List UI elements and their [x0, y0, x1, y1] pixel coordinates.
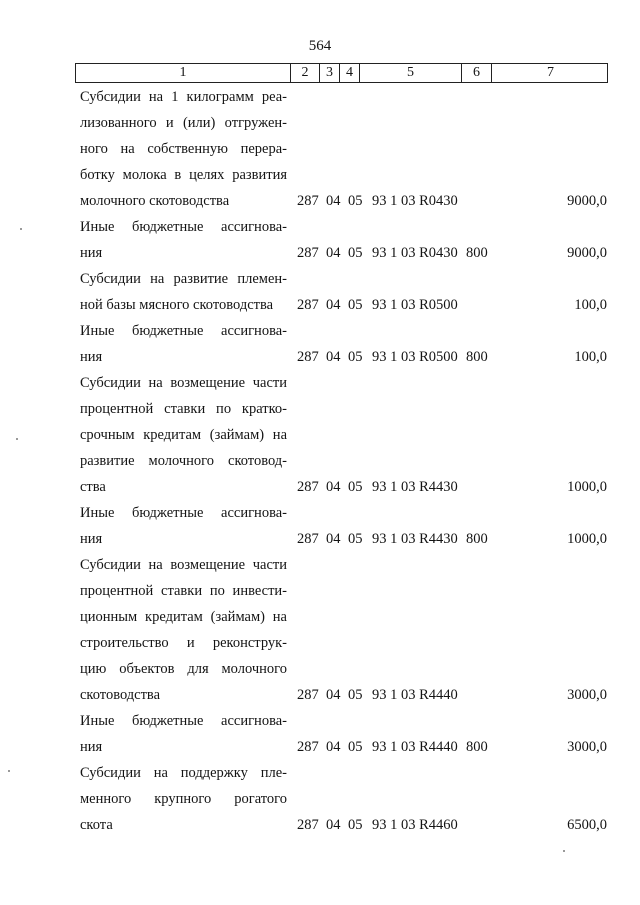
- subsection-code: 05: [348, 349, 363, 365]
- row-description: [80, 266, 287, 318]
- amount-value: 3000,0: [567, 687, 607, 703]
- header-col-2: 2: [291, 64, 320, 82]
- page-number: 564: [308, 38, 332, 54]
- subsection-code: 05: [348, 687, 363, 703]
- target-code: 93 1 03 R0430: [372, 193, 458, 209]
- section-code: 04: [326, 817, 341, 833]
- target-code: 93 1 03 R4440: [372, 739, 458, 755]
- section-code: 04: [326, 687, 341, 703]
- row-description: [80, 84, 287, 214]
- description-line: ботку молока в целях развития: [80, 167, 287, 183]
- table-row: [0, 266, 640, 318]
- description-line: процентной ставки по кратко-: [80, 401, 287, 417]
- header-col-1: 1: [76, 64, 291, 82]
- description-line: строительство и реконструк-: [80, 635, 287, 651]
- ministry-code: 287: [297, 687, 319, 703]
- subsection-code: 05: [348, 297, 363, 313]
- description-line: Субсидии на 1 килограмм реа-: [80, 89, 287, 105]
- description-line: ния: [80, 245, 103, 261]
- description-line: ния: [80, 531, 103, 547]
- description-line: скотоводства: [80, 687, 161, 703]
- table-row: [0, 500, 640, 552]
- target-code: 93 1 03 R4460: [372, 817, 458, 833]
- expense-type: [466, 188, 496, 214]
- expense-type: [466, 292, 496, 318]
- table-row: [0, 318, 640, 370]
- section-code: 04: [326, 531, 341, 547]
- table-row: [0, 552, 640, 708]
- expense-type: 800: [466, 245, 488, 261]
- amount-value: 1000,0: [567, 531, 607, 547]
- row-description: [80, 370, 287, 500]
- table-row: [0, 214, 640, 266]
- description-line: цию объектов для молочного: [80, 661, 287, 677]
- amount-value: 100,0: [574, 349, 607, 365]
- ministry-code: 287: [297, 479, 319, 495]
- amount-value: 100,0: [574, 297, 607, 313]
- ministry-code: 287: [297, 349, 319, 365]
- description-line: Субсидии на развитие племен-: [80, 271, 287, 287]
- header-col-5: 5: [360, 64, 462, 82]
- ministry-code: 287: [297, 245, 319, 261]
- subsection-code: 05: [348, 531, 363, 547]
- description-line: Иные бюджетные ассигнова-: [80, 505, 287, 521]
- section-code: 04: [326, 739, 341, 755]
- description-line: Иные бюджетные ассигнова-: [80, 219, 287, 235]
- amount-value: 9000,0: [567, 245, 607, 261]
- row-description: [80, 708, 287, 760]
- target-code: 93 1 03 R0430: [372, 245, 458, 261]
- description-line: Иные бюджетные ассигнова-: [80, 713, 287, 729]
- description-line: процентной ставки по инвести-: [80, 583, 287, 599]
- description-line: ного на собственную перера-: [80, 141, 287, 157]
- target-code: 93 1 03 R0500: [372, 349, 458, 365]
- row-description: [80, 214, 287, 266]
- header-col-6: 6: [462, 64, 492, 82]
- target-code: 93 1 03 R4430: [372, 479, 458, 495]
- section-code: 04: [326, 297, 341, 313]
- description-line: ния: [80, 739, 103, 755]
- ministry-code: 287: [297, 739, 319, 755]
- amount-value: 9000,0: [567, 193, 607, 209]
- expense-type: 800: [466, 739, 488, 755]
- table-row: [0, 370, 640, 500]
- table-row: [0, 708, 640, 760]
- description-line: ной базы мясного скотоводства: [80, 297, 274, 313]
- header-col-3: 3: [320, 64, 340, 82]
- description-line: молочного скотоводства: [80, 193, 230, 209]
- section-code: 04: [326, 193, 341, 209]
- target-code: 93 1 03 R4440: [372, 687, 458, 703]
- expense-type: [466, 812, 496, 838]
- expense-type: 800: [466, 349, 488, 365]
- description-line: Субсидии на возмещение части: [80, 557, 287, 573]
- expense-type: 800: [466, 531, 488, 547]
- description-line: Иные бюджетные ассигнова-: [80, 323, 287, 339]
- description-line: ционным кредитам (займам) на: [80, 609, 287, 625]
- row-description: [80, 318, 287, 370]
- amount-value: 6500,0: [567, 817, 607, 833]
- expense-type: [466, 682, 496, 708]
- header-col-7: 7: [547, 65, 554, 80]
- target-code: 93 1 03 R4430: [372, 531, 458, 547]
- scan-speck: [563, 850, 565, 852]
- row-description: [80, 760, 287, 838]
- description-line: ства: [80, 479, 106, 495]
- table-header: [75, 63, 608, 83]
- table-row: [0, 760, 640, 838]
- row-description: [80, 552, 287, 708]
- subsection-code: 05: [348, 479, 363, 495]
- header-col-4: 4: [340, 64, 360, 82]
- ministry-code: 287: [297, 531, 319, 547]
- target-code: 93 1 03 R0500: [372, 297, 458, 313]
- ministry-code: 287: [297, 193, 319, 209]
- amount-value: 3000,0: [567, 739, 607, 755]
- ministry-code: 287: [297, 817, 319, 833]
- section-code: 04: [326, 349, 341, 365]
- description-line: лизованного и (или) отгружен-: [80, 115, 287, 131]
- table-row: [0, 84, 640, 214]
- description-line: скота: [80, 817, 113, 833]
- subsection-code: 05: [348, 817, 363, 833]
- description-line: Субсидии на поддержку пле-: [80, 765, 287, 781]
- description-line: Субсидии на возмещение части: [80, 375, 287, 391]
- amount-value: 1000,0: [567, 479, 607, 495]
- description-line: ния: [80, 349, 103, 365]
- subsection-code: 05: [348, 193, 363, 209]
- description-line: развитие молочного скотовод-: [80, 453, 287, 469]
- section-code: 04: [326, 245, 341, 261]
- description-line: менного крупного рогатого: [80, 791, 287, 807]
- row-description: [80, 500, 287, 552]
- description-line: срочным кредитам (займам) на: [80, 427, 287, 443]
- subsection-code: 05: [348, 739, 363, 755]
- subsection-code: 05: [348, 245, 363, 261]
- section-code: 04: [326, 479, 341, 495]
- ministry-code: 287: [297, 297, 319, 313]
- expense-type: [466, 474, 496, 500]
